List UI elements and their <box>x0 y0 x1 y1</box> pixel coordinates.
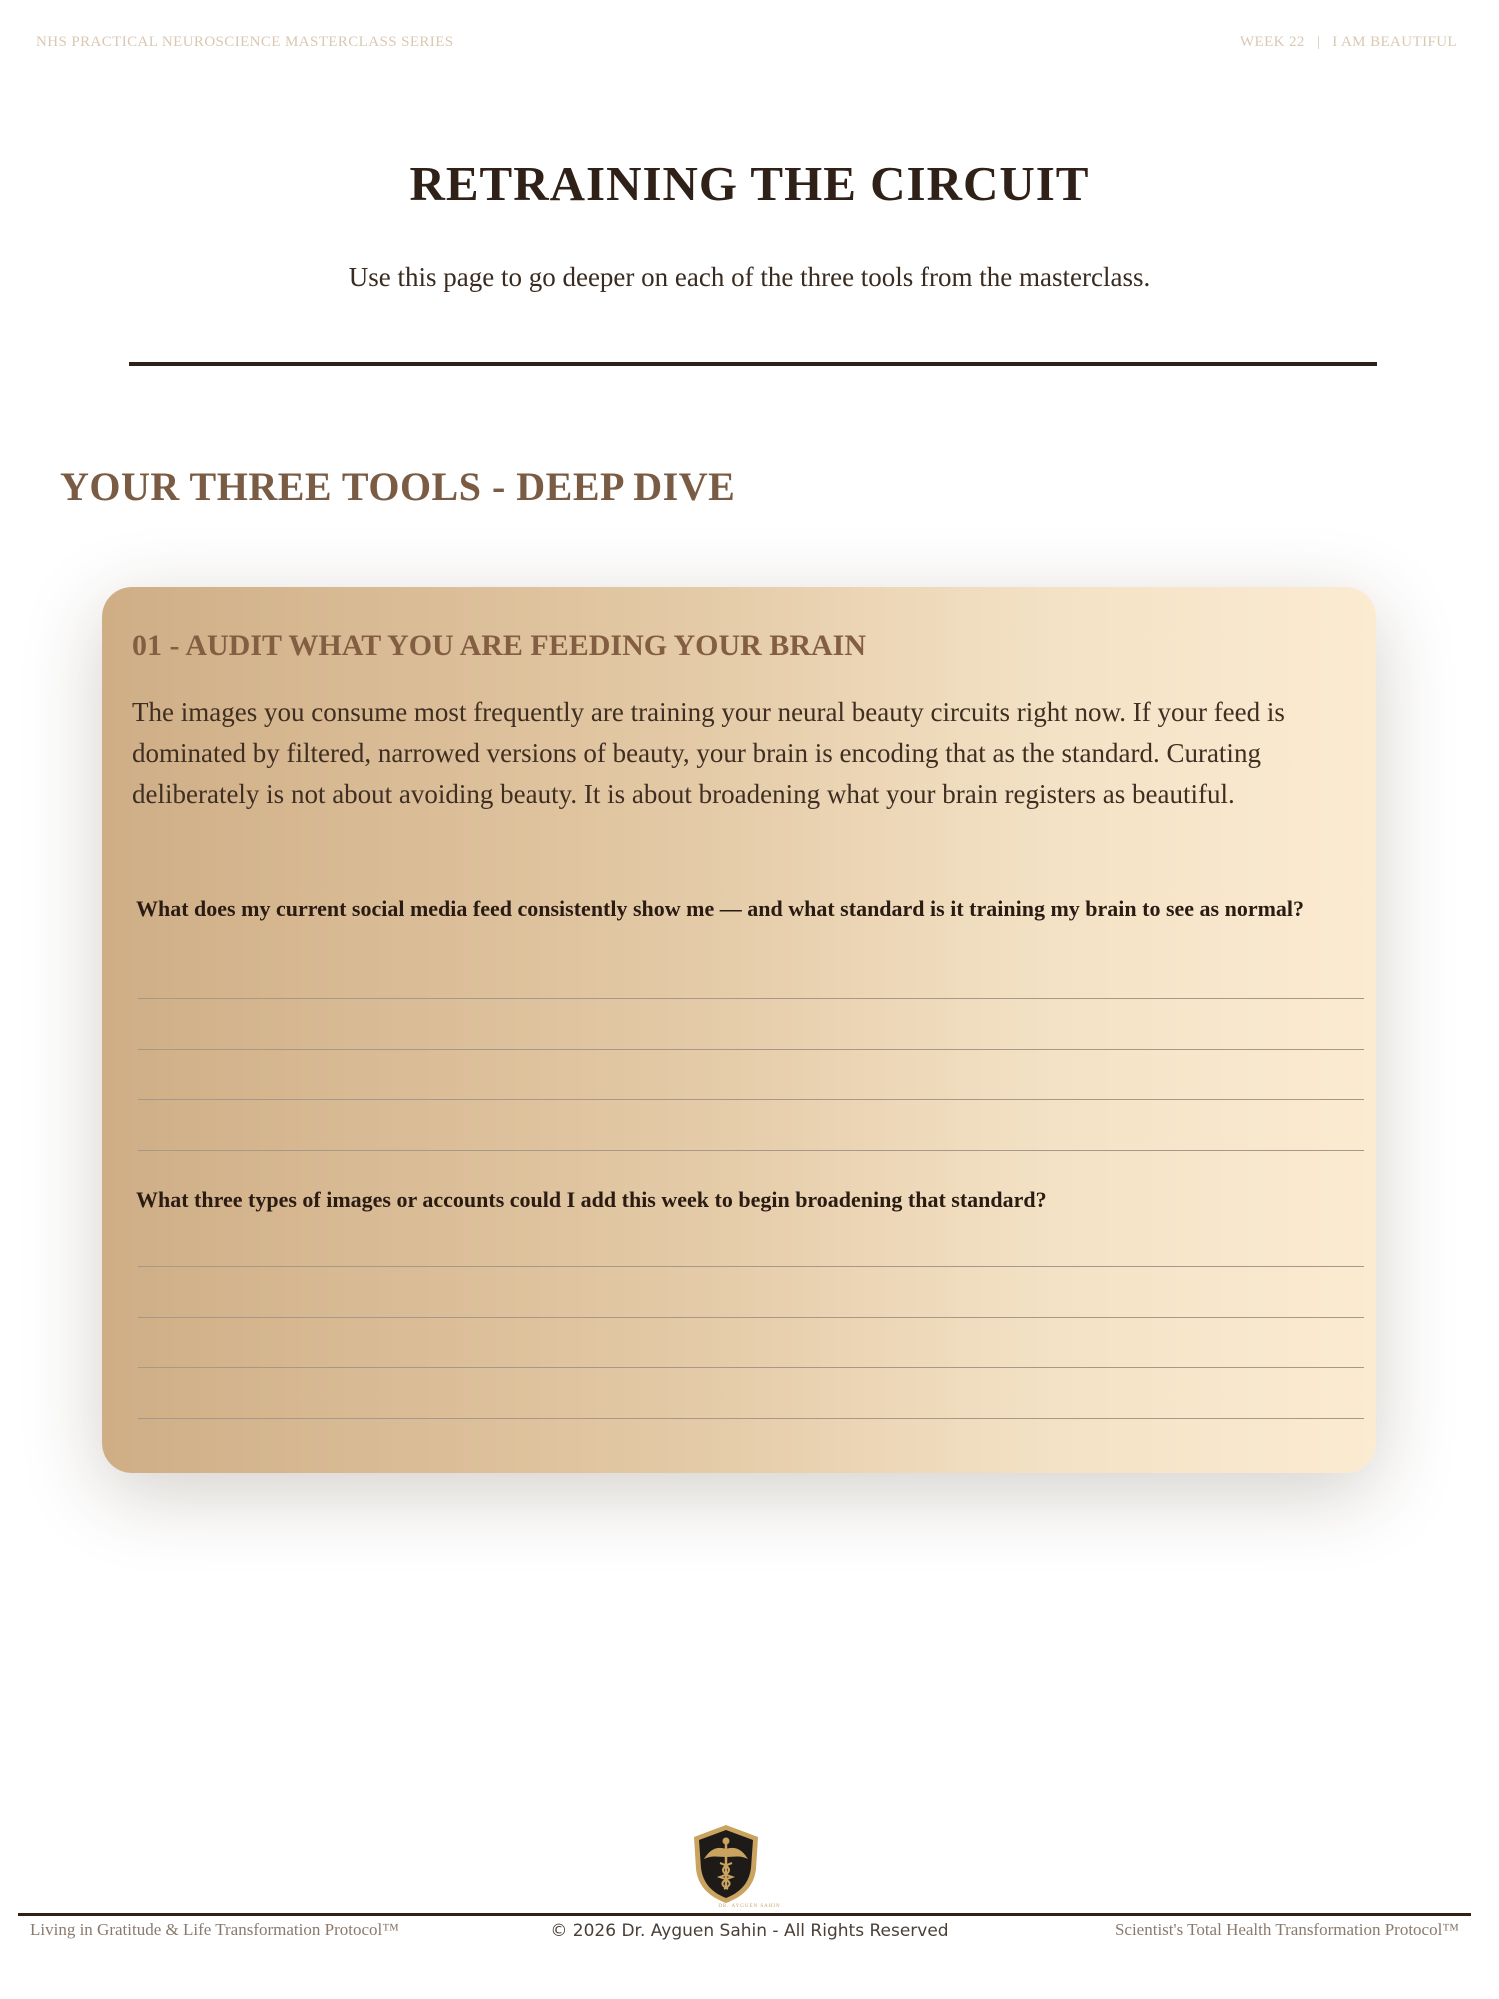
header-separator: | <box>1316 34 1321 50</box>
footer-divider <box>18 1913 1471 1916</box>
section-heading: YOUR THREE TOOLS - DEEP DIVE <box>60 464 736 509</box>
footer-copyright: © 2026 Dr. Ayguen Sahin - All Rights Reserved <box>550 1921 949 1941</box>
writing-line-2-2[interactable] <box>138 1317 1364 1318</box>
writing-line-1-4[interactable] <box>138 1150 1364 1151</box>
writing-line-1-1[interactable] <box>138 998 1364 999</box>
shield-caduceus-icon <box>690 1823 762 1907</box>
writing-line-1-2[interactable] <box>138 1049 1364 1050</box>
tool-card <box>102 587 1376 1473</box>
page-title: RETRAINING THE CIRCUIT <box>409 156 1090 211</box>
writing-line-2-1[interactable] <box>138 1266 1364 1267</box>
tool-description: The images you consume most frequently are training your neural beauty circuits right now. If your feed is dominated by filtered, narrowed versions of beauty, your brain is encoding that as the standard. Curating deliberately is not about avoiding beauty. It is about broadening what your brain registers as beautiful. <box>132 697 1285 809</box>
writing-line-2-4[interactable] <box>138 1418 1364 1419</box>
writing-line-1-3[interactable] <box>138 1099 1364 1100</box>
footer-left-text: Living in Gratitude & Life Transformation Protocol™ <box>30 1920 399 1939</box>
footer-right-text: Scientist's Total Health Transformation Protocol™ <box>1114 1920 1459 1939</box>
reflection-prompt-1: What does my current social media feed consistently show me — and what standard is it training my brain to see as normal? <box>136 896 1305 921</box>
logo-caption: DR. AYGUEN SAHIN <box>718 1904 781 1909</box>
reflection-prompt-2: What three types of images or accounts could I add this week to begin broadening that standard? <box>136 1187 1047 1212</box>
week-info <box>1240 34 1457 51</box>
series-title: NHS PRACTICAL NEUROSCIENCE MASTERCLASS SERIES <box>36 34 454 50</box>
writing-line-2-3[interactable] <box>138 1367 1364 1368</box>
week-label: WEEK 22 <box>1239 34 1305 50</box>
title-divider <box>129 362 1377 366</box>
week-theme: I AM BEAUTIFUL <box>1332 34 1457 50</box>
page-subtitle: Use this page to go deeper on each of the three tools from the masterclass. <box>348 262 1151 292</box>
tool-heading: 01 - AUDIT WHAT YOU ARE FEEDING YOUR BRAIN <box>132 629 866 662</box>
